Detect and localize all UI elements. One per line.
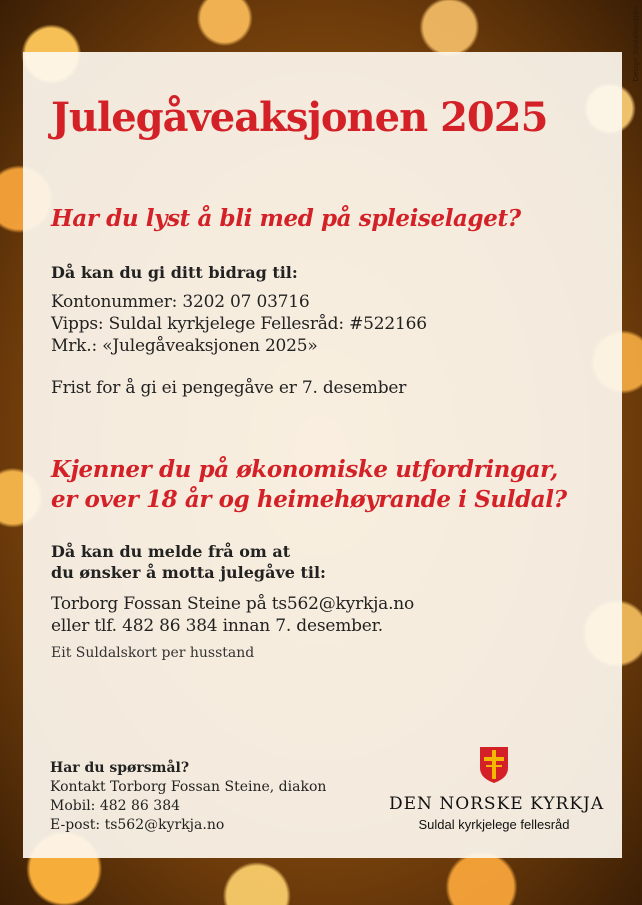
contact-block <box>50 759 326 835</box>
contact-question: Har du spørsmål? <box>50 760 190 776</box>
section2-subheading <box>51 541 326 583</box>
payment-details <box>51 291 427 357</box>
church-shield-icon <box>479 746 509 784</box>
church-name: DEN NORSKE KYRKJA <box>389 794 605 814</box>
signup-contact: Torborg Fossan Steine på ts562@kyrkja.no <box>51 594 415 614</box>
poster-panel <box>23 52 622 858</box>
contact-email: E-post: ts562@kyrkja.no <box>50 817 225 833</box>
contact-mobile: Mobil: 482 86 384 <box>50 798 181 814</box>
poster-title: Julegåveaksjonen 2025 <box>51 94 548 141</box>
signup-details <box>51 593 414 637</box>
signup-deadline: eller tlf. 482 86 384 innan 7. desember. <box>51 616 383 636</box>
donation-deadline: Frist for å gi ei pengegåve er 7. desember <box>51 378 407 398</box>
section1-subheading: Då kan du gi ditt bidrag til: <box>51 263 298 282</box>
section2-heading <box>51 455 567 515</box>
church-logo <box>389 746 605 832</box>
section2-subheading-line: du ønsker å motta julegåve til: <box>51 563 326 582</box>
section1-heading: Har du lyst å bli med på spleiselaget? <box>51 205 521 232</box>
household-note: Eit Suldalskort per husstand <box>51 645 255 661</box>
design-credit: Design Suldalsposten <box>632 6 640 82</box>
payment-reference: Mrk.: «Julegåveaksjonen 2025» <box>51 336 318 356</box>
section2-subheading-line: Då kan du melde frå om at <box>51 542 291 561</box>
contact-person: Kontakt Torborg Fossan Steine, diakon <box>50 779 327 795</box>
section2-heading-line: er over 18 år og heimehøyrande i Suldal? <box>51 486 567 513</box>
section2-heading-line: Kjenner du på økonomiske utfordringar, <box>51 456 558 483</box>
vipps-number: Vipps: Suldal kyrkjelege Fellesråd: #522166 <box>51 314 427 334</box>
account-number: Kontonummer: 3202 07 03716 <box>51 292 310 312</box>
council-name: Suldal kyrkjelege fellesråd <box>418 817 570 832</box>
